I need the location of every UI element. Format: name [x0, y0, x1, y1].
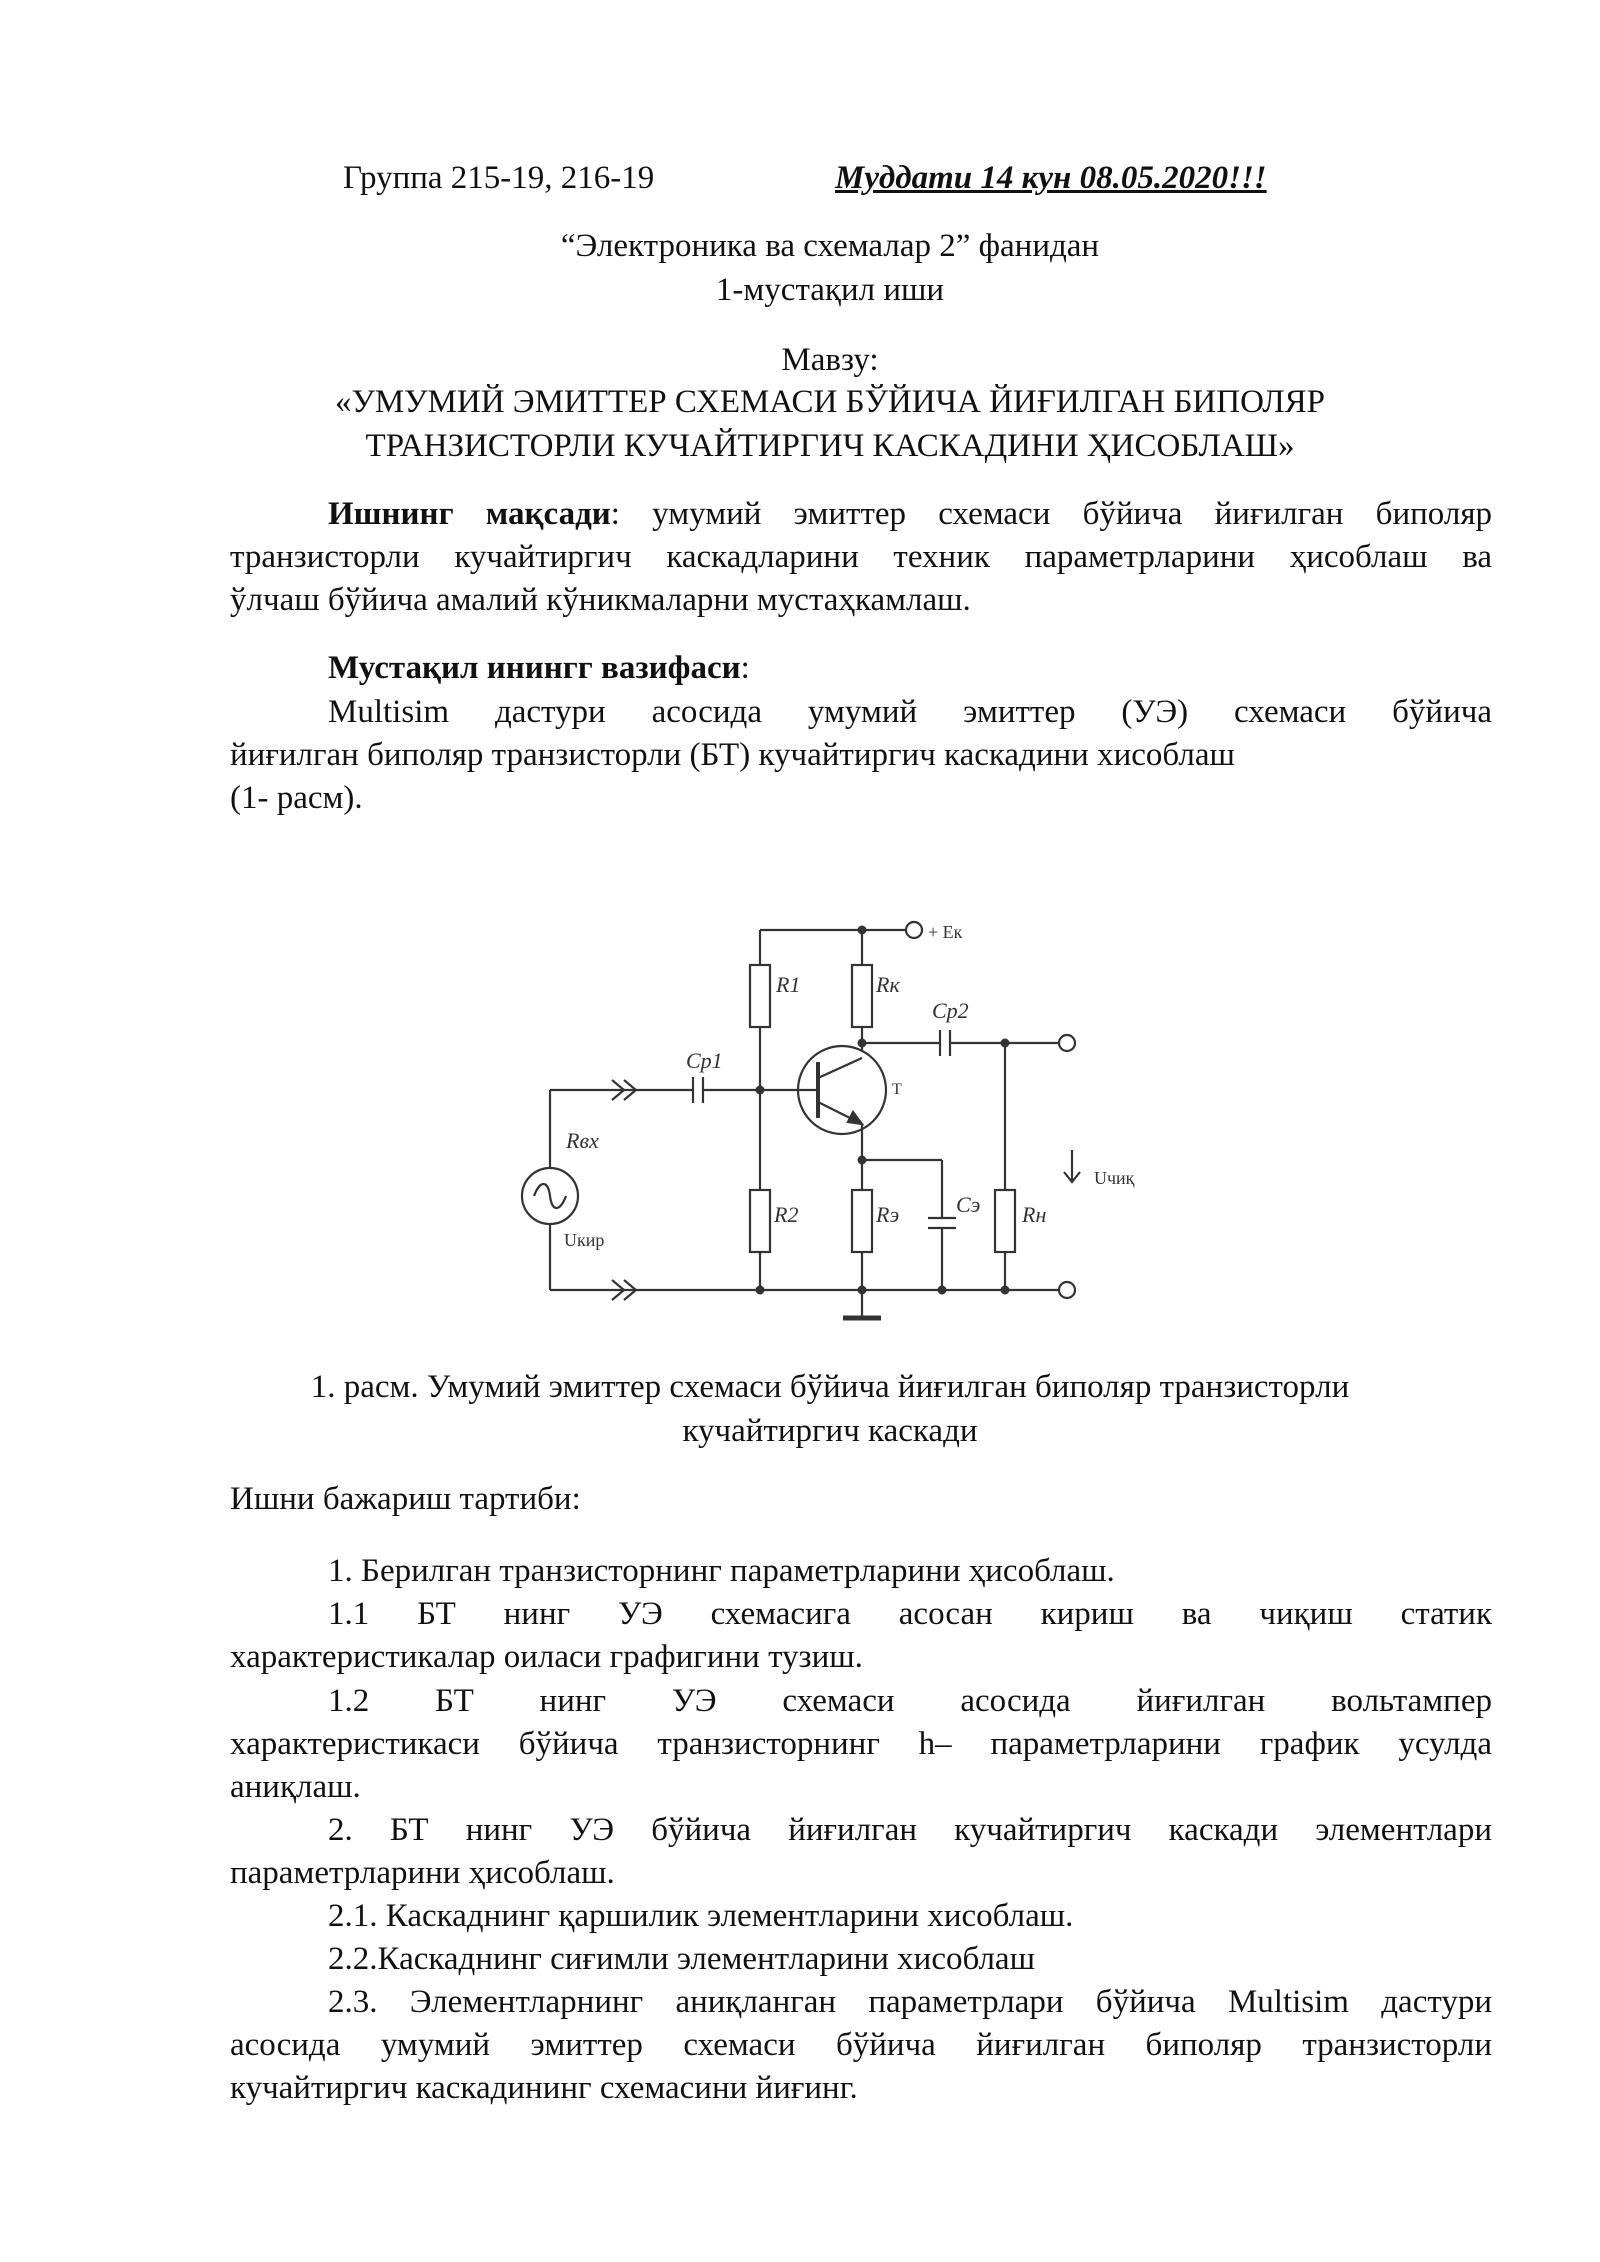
topic-line-2: ТРАНЗИСТОРЛИ КУЧАЙТИРГИЧ КАСКАДИНИ ҲИСОБЛАШ»: [365, 428, 1295, 464]
ce-label: Cэ: [956, 1192, 981, 1217]
figure-caption-1: 1. расм. Умумий эмиттер схемаси бўйича йиғилган биполяр транзисторли: [310, 1369, 1350, 1405]
task-line-1: Multisim дастури асосида умумий эмиттер (УЭ) схемаси бўйича: [328, 694, 1492, 730]
procedure-title: Ишни бажариш тартиби:: [230, 1481, 581, 1517]
re-label: Rэ: [876, 1202, 900, 1227]
step-1-1-b: характеристикалар оиласи графигини тузиш.: [230, 1639, 863, 1675]
circuit-diagram: [500, 900, 1200, 1340]
step-2-a: 2. БТ нинг УЭ бўйича йиғилган кучайтиргич каскади элементлари: [328, 1812, 1492, 1848]
uin-label: Uкир: [564, 1230, 605, 1250]
cp1-label: Cp1: [686, 1048, 723, 1073]
goal-line-3: ўлчаш бўйича амалий кўникмаларни мустаҳкамлаш.: [230, 582, 971, 618]
task-line-2: йиғилган биполяр транзисторли (БТ) кучайтиргич каскадини хисоблаш: [230, 737, 1235, 773]
figure-caption-2: кучайтиргич каскади: [682, 1413, 978, 1449]
topic-label: Мавзу:: [781, 342, 879, 378]
cp2-label: Cp2: [932, 998, 969, 1023]
r2-label: R2: [774, 1202, 799, 1227]
task-label: Мустақил инингг вазифаси: [328, 650, 741, 686]
supply-label: + Eк: [928, 922, 963, 942]
goal-text-1: : умумий эмиттер схемаси бўйича йиғилган биполяр: [610, 496, 1492, 532]
step-2-3-a: 2.3. Элементларнинг аниқланган параметрлари бўйича Multisim дастури: [328, 1984, 1492, 2020]
transistor-label: T: [892, 1081, 902, 1098]
rvx-label: Rвх: [566, 1128, 599, 1153]
subject-line-1: “Электроника ва схемалар 2” фанидан: [560, 228, 1100, 264]
uout-label: Uчиқ: [1094, 1168, 1135, 1188]
r1-label: R1: [776, 972, 801, 997]
step-1-2-b: характеристикаси бўйича транзисторнинг h– параметрларини график усулда: [230, 1726, 1492, 1762]
goal-line-2: транзисторли кучайтиргич каскадларини техник параметрларини ҳисоблаш ва: [230, 539, 1492, 575]
step-2-b: параметрларини ҳисоблаш.: [230, 1855, 615, 1891]
deadline-label: Муддати 14 кун 08.05.2020!!!: [835, 160, 1267, 196]
group-label: Группа 215-19, 216-19: [343, 160, 655, 196]
task-heading: Мустақил инингг вазифаси:: [328, 650, 750, 686]
rn-label: Rн: [1022, 1202, 1047, 1227]
step-1-2-c: аниқлаш.: [230, 1769, 361, 1805]
topic-line-1: «УМУМИЙ ЭМИТТЕР СХЕМАСИ БЎЙИЧА ЙИҒИЛГАН БИПОЛЯР: [334, 384, 1326, 420]
rk-label: Rк: [876, 972, 900, 997]
step-2-1: 2.1. Каскаднинг қаршилик элементларини хисоблаш.: [328, 1898, 1074, 1934]
step-2-2: 2.2.Каскаднинг сиғимли элементларини хисоблаш: [328, 1941, 1035, 1977]
task-line-3: (1- расм).: [230, 780, 363, 816]
step-1-1-a: 1.1 БТ нинг УЭ схемасига асосан кириш ва чиқиш статик: [328, 1596, 1492, 1632]
step-1: 1. Берилган транзисторнинг параметрларини ҳисоблаш.: [328, 1553, 1115, 1589]
subject-line-2: 1-мустақил иши: [715, 272, 945, 308]
step-2-3-c: кучайтиргич каскадининг схемасини йиғинг.: [230, 2070, 858, 2106]
step-1-2-a: 1.2 БТ нинг УЭ схемаси асосида йиғилган вольтампер: [328, 1683, 1492, 1719]
goal-label: Ишнинг мақсади: [328, 496, 611, 532]
step-2-3-b: асосида умумий эмиттер схемаси бўйича йиғилган биполяр транзисторли: [230, 2027, 1492, 2063]
goal-line-1: [328, 492, 1492, 536]
